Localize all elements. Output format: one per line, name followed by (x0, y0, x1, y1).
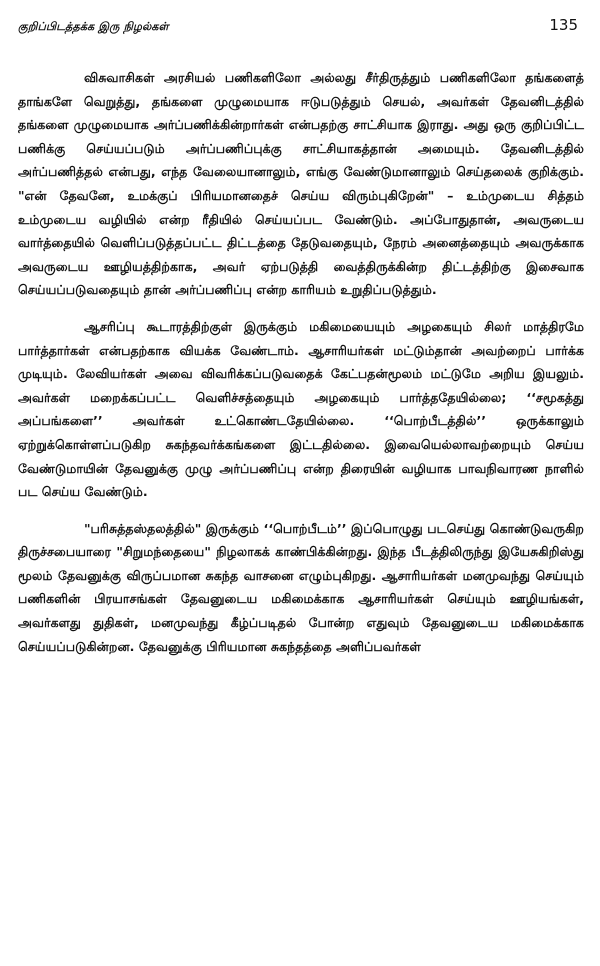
running-title: குறிப்பிடத்தக்க இரு நிழல்கள் (18, 20, 169, 33)
body-text (18, 66, 584, 658)
paragraph-3: "பரிசுத்தஸ்தலத்தில்" இருக்கும் ‘‘பொற்பீடம்’’ இப்பொழுது படசெய்து கொண்டுவருகிற திருச்சபையாரை "சிறுமந்தையை" நிழலாகக் காண்பிக்கின்றது. இந்த பீடத்திலிருந்து இயேசுகிறிஸ்து மூலம் தேவனுக்கு விருப்பமான சுகந்த வாசனை எழும்புகிறது. ஆசாரியர்கள் மனமுவந்து செய்யும் பணிகளின் பிரயாசங்கள் தேவனுடைய மகிமைக்காக ஆசாரியர்கள் செய்யும் ஊழியங்கள், அவர்களது துதிகள், மனமுவந்து கீழ்ப்படிதல் போன்ற எதுவும் தேவனுடைய மகிமைக்காக செய்யப்படுகின்றன. தேவனுக்கு பிரியமான சுகந்தத்தை அளிப்பவர்கள் (18, 520, 584, 654)
page-number: 135 (549, 16, 578, 34)
paragraph-1: விசுவாசிகள் அரசியல் பணிகளிலோ அல்லது சீர்திருத்தும் பணிகளிலோ தங்களைத் தாங்களே வெறுத்து, தங்களை முழுமையாக ஈடுபடுத்தும் செயல், அவர்கள் தேவனிடத்தில் தங்களை முழுமையாக அர்ப்பணிக்கின்றார்கள் என்பதற்கு சாட்சியாக இராது. அது ஒரு குறிப்பிட்ட பணிக்கு செய்யப்படும் அர்ப்பணிப்புக்கு சாட்சியாகத்தான் அமையும். தேவனிடத்தில் அர்ப்பணித்தல் என்பது, எந்த வேலையானாலும், எங்கு வேண்டுமானாலும் செய்தலைக் குறிக்கும். "என் தேவனே, உமக்குப் பிரியமானதைச் செய்ய விரும்புகிறேன்" – உம்முடைய சித்தம் உம்முடைய வழியில் என்ற ரீதியில் செய்யப்பட வேண்டும். அப்போதுதான், அவருடைய வார்த்தையில் வெளிப்படுத்தப்பட்ட திட்டத்தை தேடுவதையும், நேரம் அனைத்தையும் அவருக்காக அவருடைய ஊழியத்திற்காக, அவர் ஏற்படுத்தி வைத்திருக்கின்ற திட்டத்திற்கு இசைவாக செய்யப்படுவதையும் தான் அர்ப்பணிப்பு என்ற காரியம் உறுதிப்படுத்தும். (18, 70, 584, 298)
running-header (18, 16, 584, 40)
paragraph-2: ஆசரிப்பு கூடாரத்திற்குள் இருக்கும் மகிமையையும் அழகையும் சிலர் மாத்திரமே பார்த்தார்கள் என்பதற்காக வியக்க வேண்டாம். ஆசாரியர்கள் மட்டும்தான் அவற்றைப் பார்க்க முடியும். லேவியர்கள் அவை விவரிக்கப்படுவதைக் கேட்பதன்மூலம் மட்டுமே அறிய இயலும். அவர்கள் மறைக்கப்பட்ட வெளிச்சத்தையும் அழகையும் பார்த்ததேயில்லை; ‘‘சமூகத்து அப்பங்களை’’ அவர்கள் உட்கொண்டதேயில்லை. ‘‘பொற்பீடத்தில்’’ ஒருக்காலும் ஏற்றுக்கொள்ளப்படுகிற சுகந்தவர்க்கங்களை இட்டதில்லை. இவையெல்லாவற்றையும் செய்ய வேண்டுமாயின் தேவனுக்கு முழு அர்ப்பணிப்பு என்ற திரையின் வழியாக பாவநிவாரண நாளில் பட செய்ய வேண்டும். (18, 318, 584, 500)
